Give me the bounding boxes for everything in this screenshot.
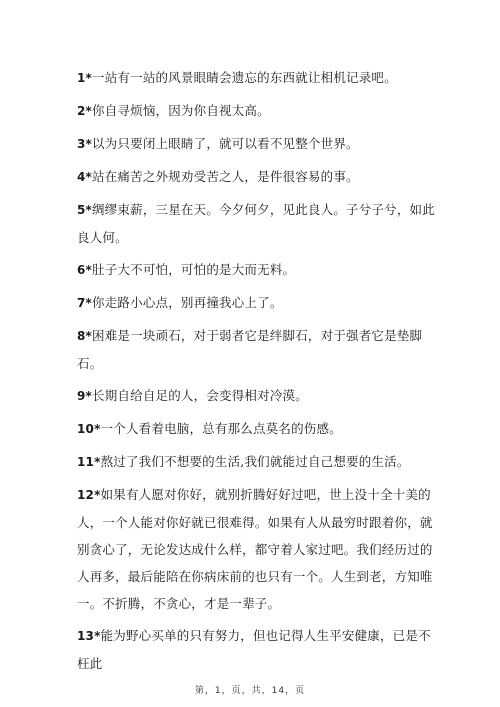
quote-list [77,64,437,682]
quote-number: 11* [77,455,101,469]
quote-number: 10* [77,422,101,436]
quote-item [77,382,437,410]
quote-item [77,64,437,92]
quote-item [77,448,437,476]
quote-item [77,481,437,617]
quote-number: 6* [77,263,93,277]
quote-item [77,415,437,443]
quote-number: 13* [77,629,101,643]
page-footer: 第，1，页，共，14，页 [194,686,306,696]
quote-text: 如果有人愿对你好，就别折腾好好过吧，世上没十全十美的人，一个人能对你好就已很难得。如果有人从最穷时跟着你，就别贪心了，无论发达成什么样，都守着人家过吧。我们经历过的人再多，最后能陪在你病床前的也只有一个。人生到老，方知唯一。不折腾，不贪心，才是一辈子。 [77,487,433,611]
quote-text: 一站有一站的风景眼睛会遗忘的东西就让相机记录吧。 [92,70,397,85]
quote-text: 困难是一块顽石，对于弱者它是绊脚石，对于强者它是垫脚石。 [77,328,423,371]
quote-text: 长期自给自足的人，会变得相对冷漠。 [92,388,308,403]
quote-text: 肚子大不可怕，可怕的是大而无料。 [92,262,296,277]
quote-text: 你走路小心点，别再撞我心上了。 [92,295,283,310]
quote-text: 你自寻烦恼，因为你自视太高。 [92,103,270,118]
quote-item [77,97,437,125]
quote-number: 8* [77,329,93,343]
quote-item [77,622,437,677]
quote-item [77,322,437,377]
quote-number: 9* [77,389,93,403]
quote-item [77,289,437,317]
quote-number: 7* [77,296,93,310]
quote-item [77,256,437,284]
quote-text: 绸缪束薪，三星在天。今夕何夕，见此良人。子兮子兮，如此良人何。 [77,202,435,245]
quote-item [77,196,437,251]
quote-number: 12* [77,488,101,502]
quote-text: 能为野心买单的只有努力，但也记得人生平安健康，已是不枉此 [77,628,431,671]
quote-text: 以为只要闭上眼睛了，就可以看不见整个世界。 [92,136,359,151]
quote-number: 1* [77,71,93,85]
quote-text: 一个人看着电脑，总有那么点莫名的伤感。 [100,421,342,436]
quote-item [77,130,437,158]
quote-text: 站在痛苦之外规劝受苦之人，是件很容易的事。 [92,169,359,184]
quote-item [77,163,437,191]
quote-number: 5* [77,203,93,217]
quote-number: 3* [77,137,93,151]
quote-text: 熬过了我们不想要的生活,我们就能过自己想要的生活。 [100,454,410,469]
quote-number: 4* [77,170,93,184]
quote-number: 2* [77,104,93,118]
